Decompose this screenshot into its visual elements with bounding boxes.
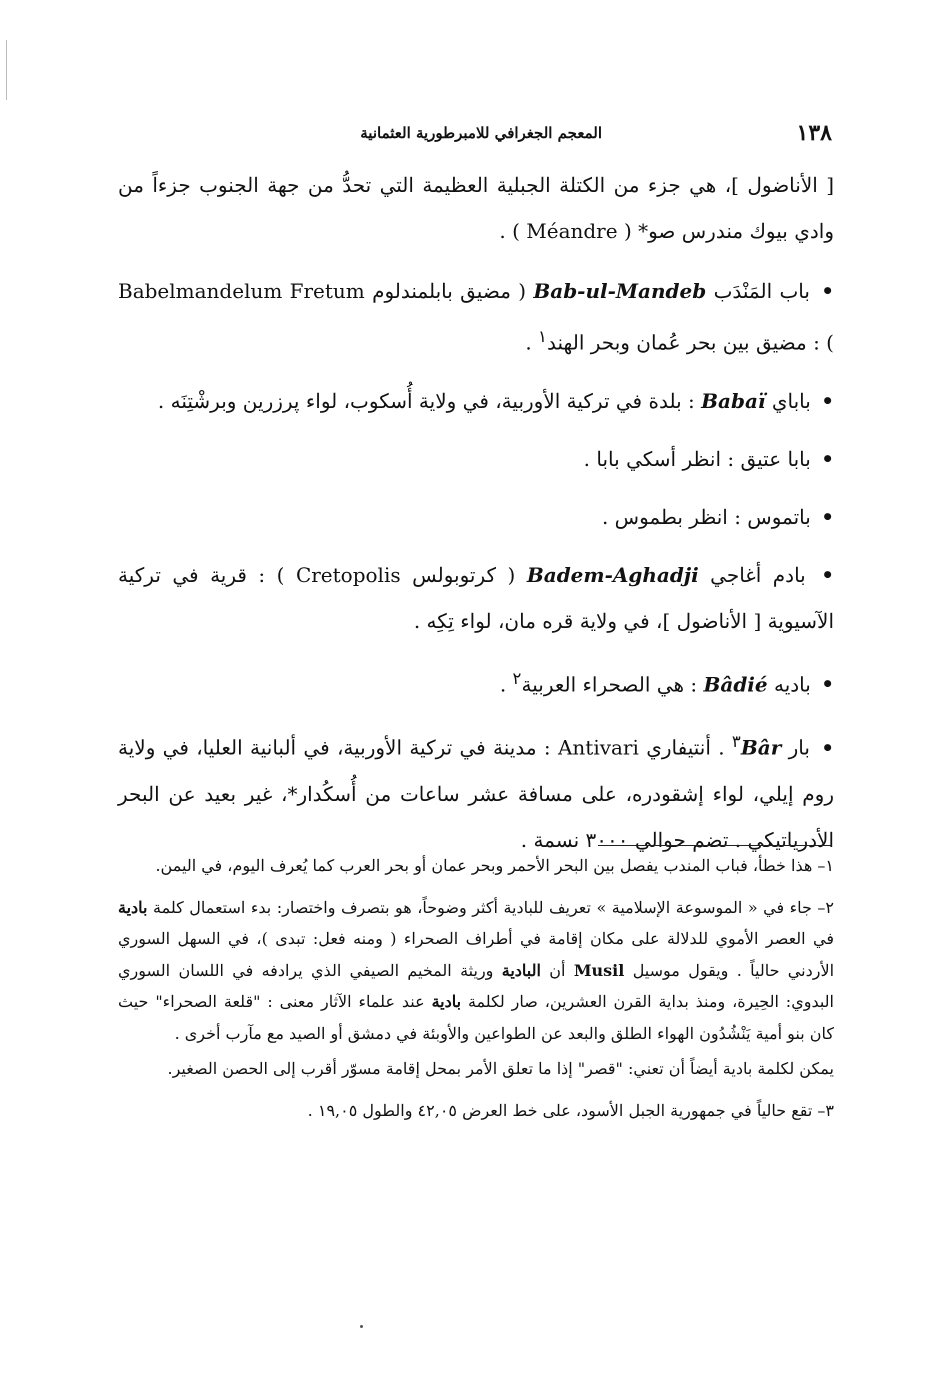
entry-baba-atiq: • بابا عتيق : انظر أسكي بابا . bbox=[583, 446, 834, 471]
footnote-ref: ٢ bbox=[512, 668, 522, 688]
latin-headword: Badem-Aghadji bbox=[526, 562, 699, 587]
entry-badem-aghadji: • بادم أغاجي Badem-Aghadji ( كرتوبولس Cretopolis ) : قرية في تركية الآسيوية [ الأناضول ]، في ولاية قره مان، لواء تِكِه . bbox=[118, 562, 835, 633]
scan-margin-mark bbox=[6, 40, 7, 100]
main-text bbox=[118, 162, 834, 875]
entry-babai: • باباي Babaï : بلدة في تركية الأوربية، في ولاية أُسكوب، لواء پرزرين وبرشْتِنَه . bbox=[157, 388, 834, 413]
entry-headword: بار bbox=[788, 735, 810, 760]
footnote-3: ٣– تقع حالياً في جمهورية الجبل الأسود، على خط العرض ٤٢,٠٥ والطول ١٩,٠٥ . bbox=[307, 1100, 834, 1120]
page-header bbox=[120, 120, 832, 152]
bullet-icon: • bbox=[821, 446, 834, 471]
bullet-icon: • bbox=[821, 672, 834, 697]
entry-headword: باديه bbox=[773, 672, 811, 697]
entry-batmos: • باتموس : انظر بطموس . bbox=[601, 504, 834, 529]
footnote-1: ١– هذا خطأ، فباب المندب يفصل بين البحر الأحمر وبحر عمان أو بحر العرب كما يُعرف اليوم، في اليمن. bbox=[155, 856, 834, 875]
bullet-icon: • bbox=[821, 279, 835, 303]
footnote-separator bbox=[598, 845, 832, 846]
latin-term: Cretopolis bbox=[295, 562, 401, 587]
entry-headword: باب المَنْدَب bbox=[713, 279, 810, 303]
entry-continuation: [ الأناضول ]، هي جزء من الكتلة الجبلية العظيمة التي تحدُّ من جهة الجنوب جزءاً من وادي بيوك مندرس صو* ( Méandre ) . bbox=[118, 173, 835, 243]
entry-bar: • بار Bâr$^٣$ . أنتيفاري Antivari : مدينة في تركية الأوربية، في ألبانية العليا، في ولاية روم إيلي، لواء إشقودره، على مسافة عشر ساعات من أُسكُدار*، غير بعيد عن البحر الأدرياتيكي . تضم حوالي ٣٠٠٠ نسمة . bbox=[118, 732, 835, 852]
footnote-ref: ١ bbox=[538, 327, 547, 346]
bullet-icon: • bbox=[821, 388, 834, 413]
page-number: ١٣٨ bbox=[796, 120, 832, 146]
latin-term: Antivari bbox=[557, 735, 639, 760]
running-title: المعجم الجغرافي للامبرطورية العثمانية bbox=[360, 124, 602, 142]
entry-badie: • باديه Bâdié : هي الصحراء العربية$^٢$ . bbox=[499, 668, 834, 697]
emphasis-term: البادية bbox=[501, 960, 541, 980]
entry-bab-ul-mandeb: • باب المَنْدَب Bab-ul-Mandeb ( مضيق بابلمندلوم Babelmandelum Fretum ) : مضيق بين بحر عُمان وبحر الهند$^١$ . bbox=[118, 279, 835, 355]
entry-headword: باباي bbox=[771, 388, 811, 413]
latin-term: Babelmandelum Fretum bbox=[118, 279, 365, 303]
latin-headword: Bâr bbox=[740, 735, 782, 760]
emphasis-term: Musil bbox=[573, 960, 625, 980]
bullet-icon: • bbox=[821, 735, 835, 760]
latin-term: Méandre bbox=[526, 219, 618, 243]
latin-headword: Bâdié bbox=[703, 672, 768, 697]
emphasis-term: بادية bbox=[431, 992, 462, 1011]
footnote-ref: ٣ bbox=[731, 732, 741, 752]
footnotes bbox=[118, 850, 834, 1136]
bullet-icon: • bbox=[821, 562, 835, 587]
bullet-icon: • bbox=[821, 504, 834, 529]
footnote-2: ٢– جاء في « الموسوعة الإسلامية » تعريف للبادية أكثر وضوحاً، هو بتصرف واختصار: بدء استعمال كلمة بادية في العصر الأموي للدلالة على مكان إقامة في أطراف الصحراء ( ومنه فعل: تبدى )، في السهل السوري الأردني حالياً . ويقول موسيل Musil أن البادية وريثة المخيم الصيفي الذي يرادفه في اللسان السوري البدوي: الحِيرة، ومنذ بداية القرن العشرين، صار لكلمة بادية عند علماء الآثار معنى : "قلعة الصحراء" حيث كان بنو أمية يَنْشُدُون الهواء الطلق والبعد عن الطواعين والأوبئة في دمشق أو الصيد مع مآرب أخرى . bbox=[118, 897, 835, 1043]
latin-headword: Babaï bbox=[701, 388, 766, 413]
latin-headword: Bab-ul-Mandeb bbox=[533, 279, 707, 303]
emphasis-term: بادية bbox=[118, 897, 148, 917]
footnote-2-continuation: يمكن لكلمة بادية أيضاً أن تعني: "قصر" إذا ما تعلق الأمر بمحل إقامة مسوّر أقرب إلى الحصن الصغير. bbox=[167, 1059, 834, 1078]
entry-headword: بادم أغاجي bbox=[710, 562, 806, 587]
scan-speck bbox=[360, 1325, 363, 1328]
